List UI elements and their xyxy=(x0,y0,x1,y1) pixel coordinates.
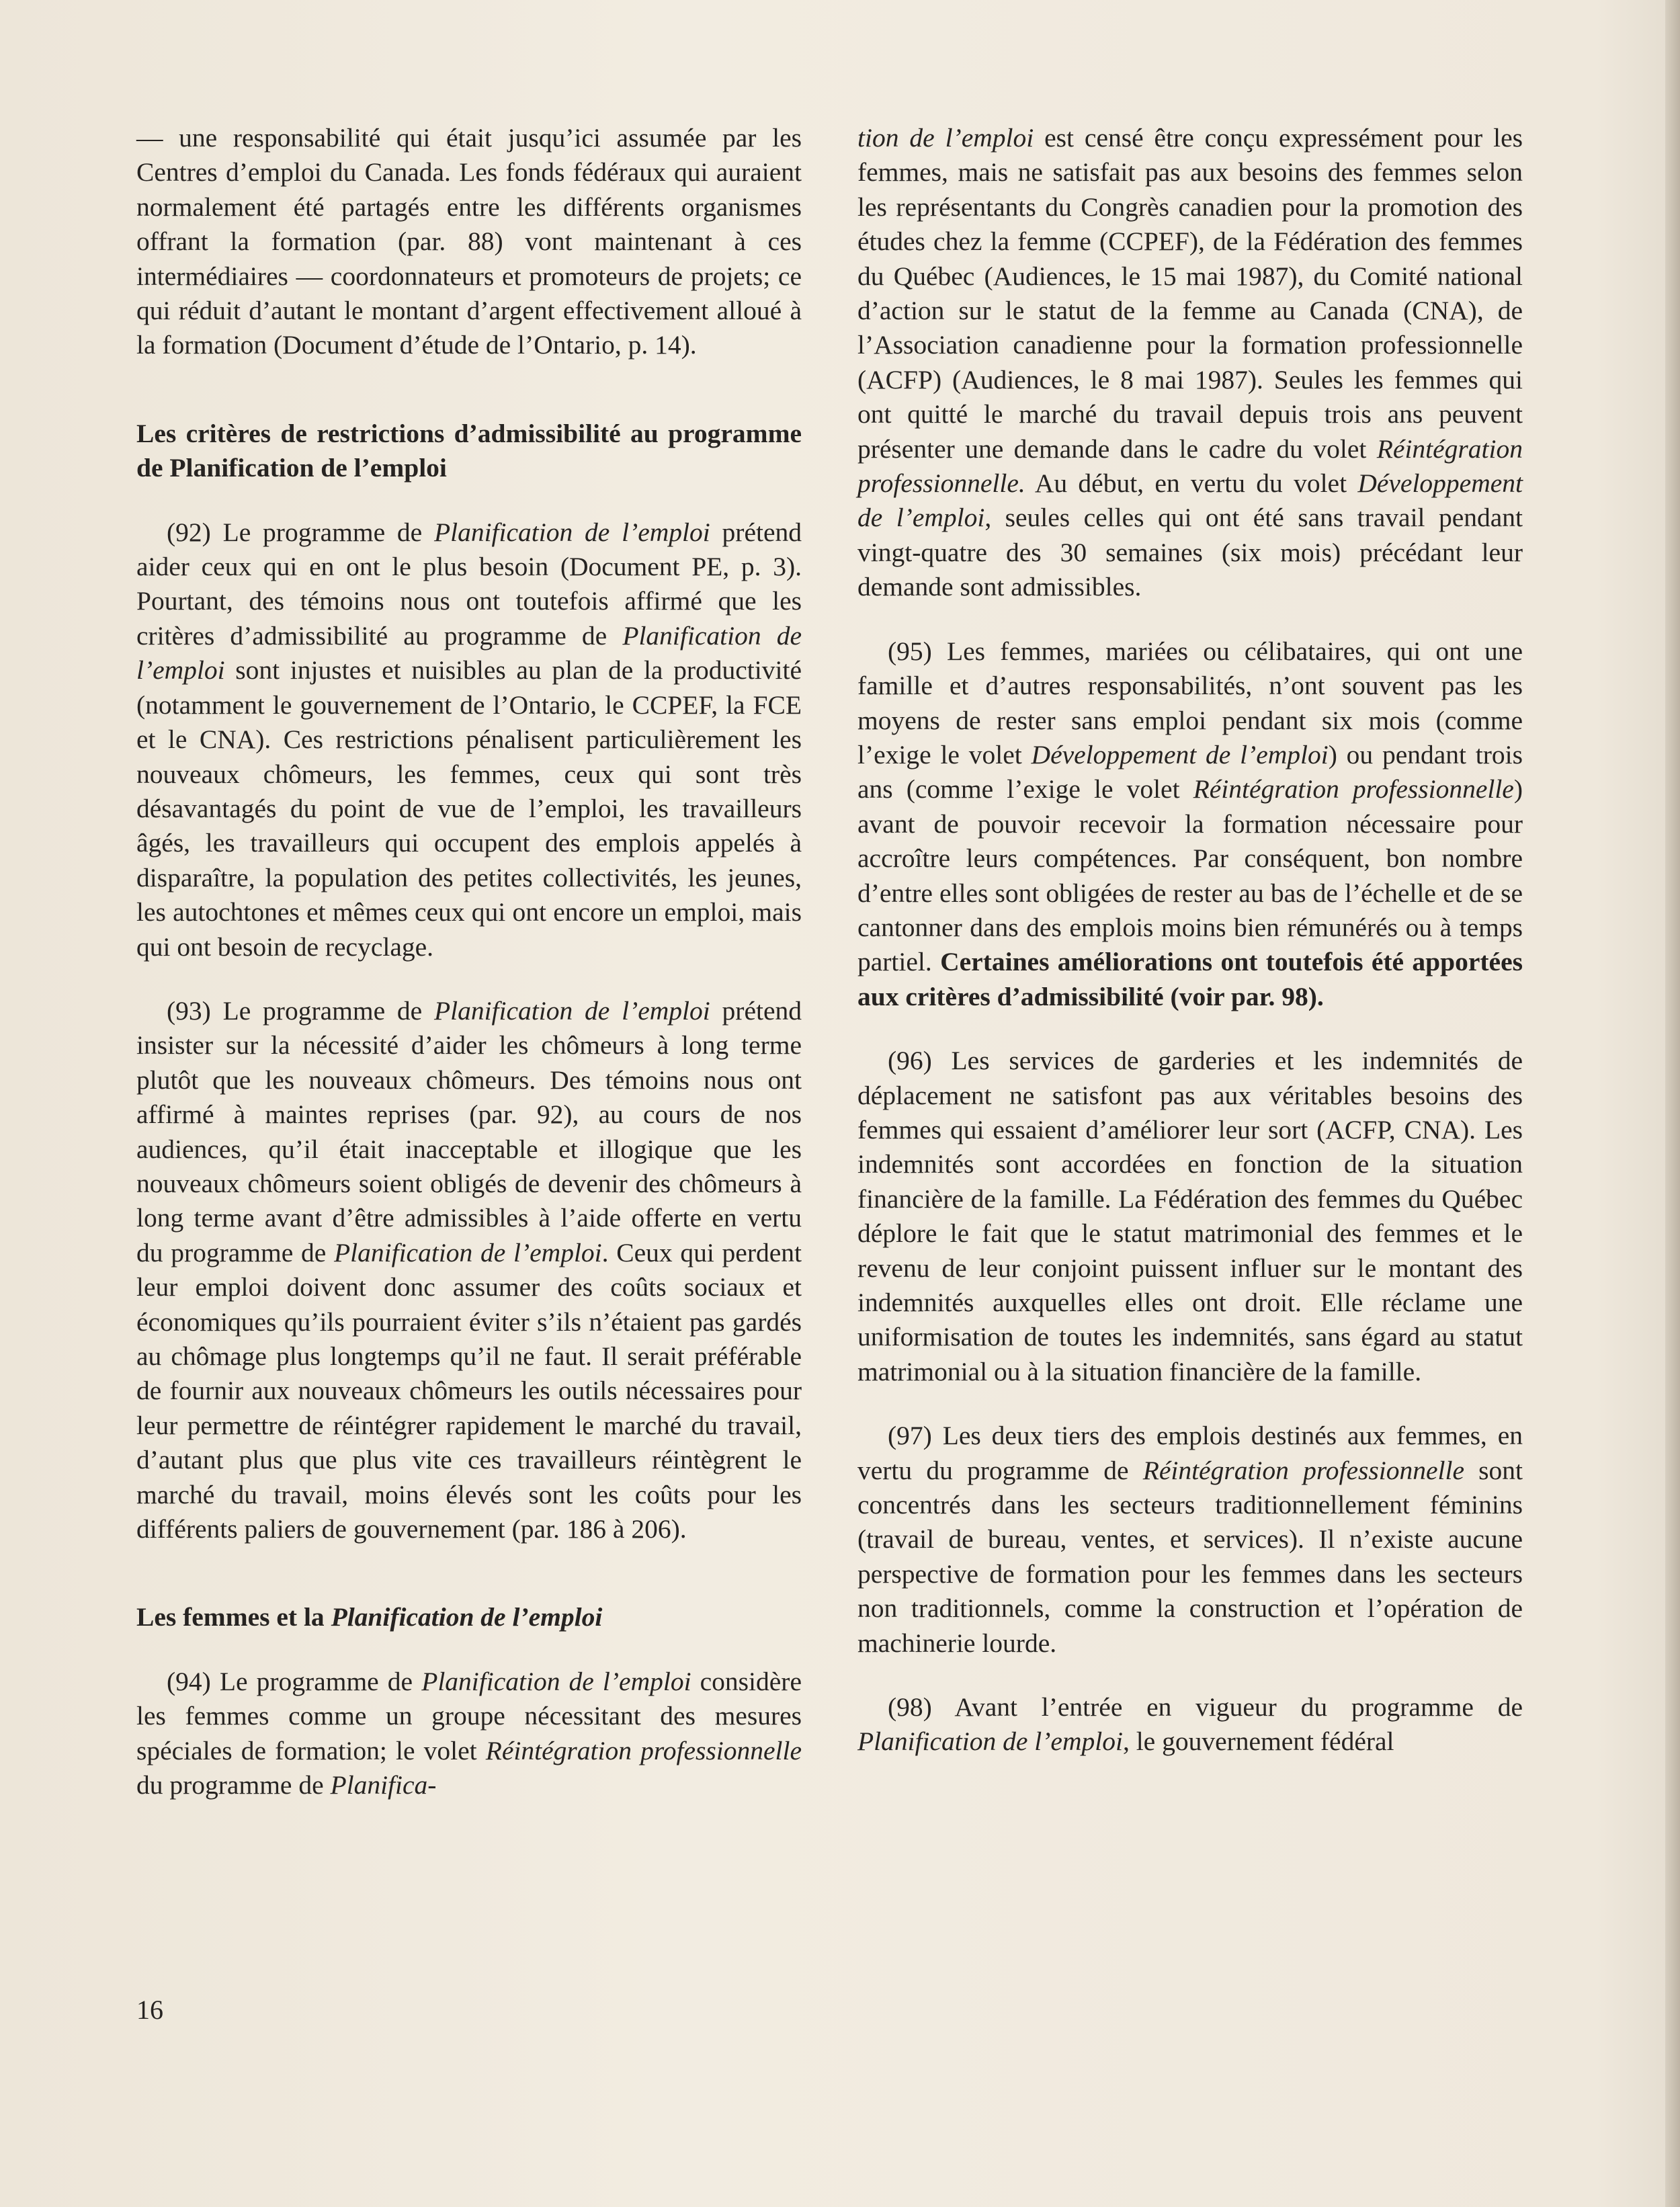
paragraph-95: (95) Les femmes, mariées ou célibataires, qui ont une famille et d’autres responsabilités, n’ont souvent pas les moyens de rester sans emploi pendant six mois (comme l’exige le volet Développement de l’emploi) ou pendant trois ans (comme l’exige le volet Réintégration professionnelle) avant de pouvoir recevoir la formation nécessaire pour accroître leurs compétences. Par conséquent, bon nombre d’entre elles sont obligées de rester au bas de l’échelle et de se cantonner dans des emplois moins bien rémunérés ou à temps partiel. Certaines améliorations ont toutefois été apportées aux critères d’admissibilité (voir par. 98). xyxy=(857,636,1523,1011)
page-edge xyxy=(1665,0,1680,2207)
page-number: 16 xyxy=(136,1995,163,2025)
left-column xyxy=(136,121,802,1802)
paragraph-93: (93) Le programme de Planification de l’emploi prétend insister sur la nécessité d’aider les chômeurs à long terme plutôt que les nouveaux chômeurs. Des témoins nous ont affirmé à maintes reprises (par. 92), au cours de nos audiences, qu’il était inacceptable et illogique que les nouveaux chômeurs soient obligés de devenir des chômeurs à long terme avant d’être admissibles à l’aide offerte en vertu du programme de Planification de l’emploi. Ceux qui perdent leur emploi doivent donc assumer des coûts sociaux et économiques qu’ils pourraient éviter s’ils n’étaient pas gardés au chômage plus longtemps qu’il ne faut. Il serait préférable de fournir aux nouveaux chômeurs les outils nécessaires pour leur permettre de réintégrer rapidement le marché du travail, d’autant plus que plus vite ces travailleurs réintègrent le marché du travail, moins élevés sont les coûts pour les différents paliers de gouvernement (par. 186 à 206). xyxy=(136,995,802,1544)
section-heading-women: Les femmes et la Planification de l’emploi xyxy=(136,1602,603,1632)
paragraph-97: (97) Les deux tiers des emplois destinés aux femmes, en vertu du programme de Réintégration professionnelle sont concentrés dans les secteurs traditionnellement féminins (travail de bureau, ventes, et services). Il n’existe aucune perspective de formation pour les femmes dans les secteurs non traditionnels, comme la construction et l’opération de machinerie lourde. xyxy=(857,1421,1523,1658)
right-column xyxy=(857,121,1523,1759)
paragraph-98: (98) Avant l’entrée en vigueur du programme de Planification de l’emploi, le gouvernement fédéral xyxy=(857,1692,1523,1757)
paragraph-96: (96) Les services de garderies et les indemnités de déplacement ne satisfont pas aux véritables besoins des femmes qui essaient d’améliorer leur sort (ACFP, CNA). Les indemnités sont accordées en fonction de la situation financière de la famille. La Fédération des femmes du Québec déplore le fait que le statut matrimonial des femmes et le revenu de leur conjoint puissent influer sur le montant des indemnités auxquelles elles ont droit. Elle réclame une uniformisation de toutes les indemnités, sans égard au statut matrimonial ou à la situation financière de la famille. xyxy=(857,1046,1523,1386)
paragraph-92: (92) Le programme de Planification de l’emploi prétend aider ceux qui en ont le plus besoin (Document PE, p. 3). Pourtant, des témoins nous ont toutefois affirmé que les critères d’admissibilité au programme de Planification de l’emploi sont injustes et nuisibles au plan de la productivité (notamment le gouvernement de l’Ontario, le CCPEF, la FCE et le CNA). Ces restrictions pénalisent particulièrement les nouveaux chômeurs, les femmes, ceux qui sont très désavantagés du point de vue de l’emploi, les travailleurs âgés, les travailleurs qui occupent des emplois appelés à disparaître, la population des petites collectivités, les jeunes, les autochtones et mêmes ceux qui ont encore un emploi, mais qui ont besoin de recyclage. xyxy=(136,517,802,962)
section-heading-admissibility: Les critères de restrictions d’admissibilité au programme de Planification de l’emploi xyxy=(136,418,802,483)
paragraph-94: (94) Le programme de Planification de l’emploi considère les femmes comme un groupe nécessitant des mesures spéciales de formation; le volet Réintégration professionnelle du programme de Planifica- xyxy=(136,1666,802,1800)
paragraph-continued: — une responsabilité qui était jusqu’ici assumée par les Centres d’emploi du Canada. Les fonds fédéraux qui auraient normalement été partagés entre les différents organismes offrant la formation (par. 88) vont maintenant à ces intermédiaires — coordonnateurs et promoteurs de projets; ce qui réduit d’autant le montant d’argent effectivement alloué à la formation (Document d’étude de l’Ontario, p. 14). xyxy=(136,123,802,360)
paragraph-94-continued: tion de l’emploi est censé être conçu expressément pour les femmes, mais ne satisfait pas aux besoins des femmes selon les représentants du Congrès canadien pour la promotion des études chez la femme (CCPEF), de la Fédération des femmes du Québec (Audiences, le 15 mai 1987), du Comité national d’action sur le statut de la femme au Canada (CNA), de l’Association canadienne pour la formation professionnelle (ACFP) (Audiences, le 8 mai 1987). Seules les femmes qui ont quitté le marché du travail depuis trois ans peuvent présenter une demande dans le cadre du volet Réintégration professionnelle. Au début, en vertu du volet Développement de l’emploi, seules celles qui ont été sans travail pendant vingt-quatre des 30 semaines (six mois) précédant leur demande sont admissibles. xyxy=(857,123,1523,602)
